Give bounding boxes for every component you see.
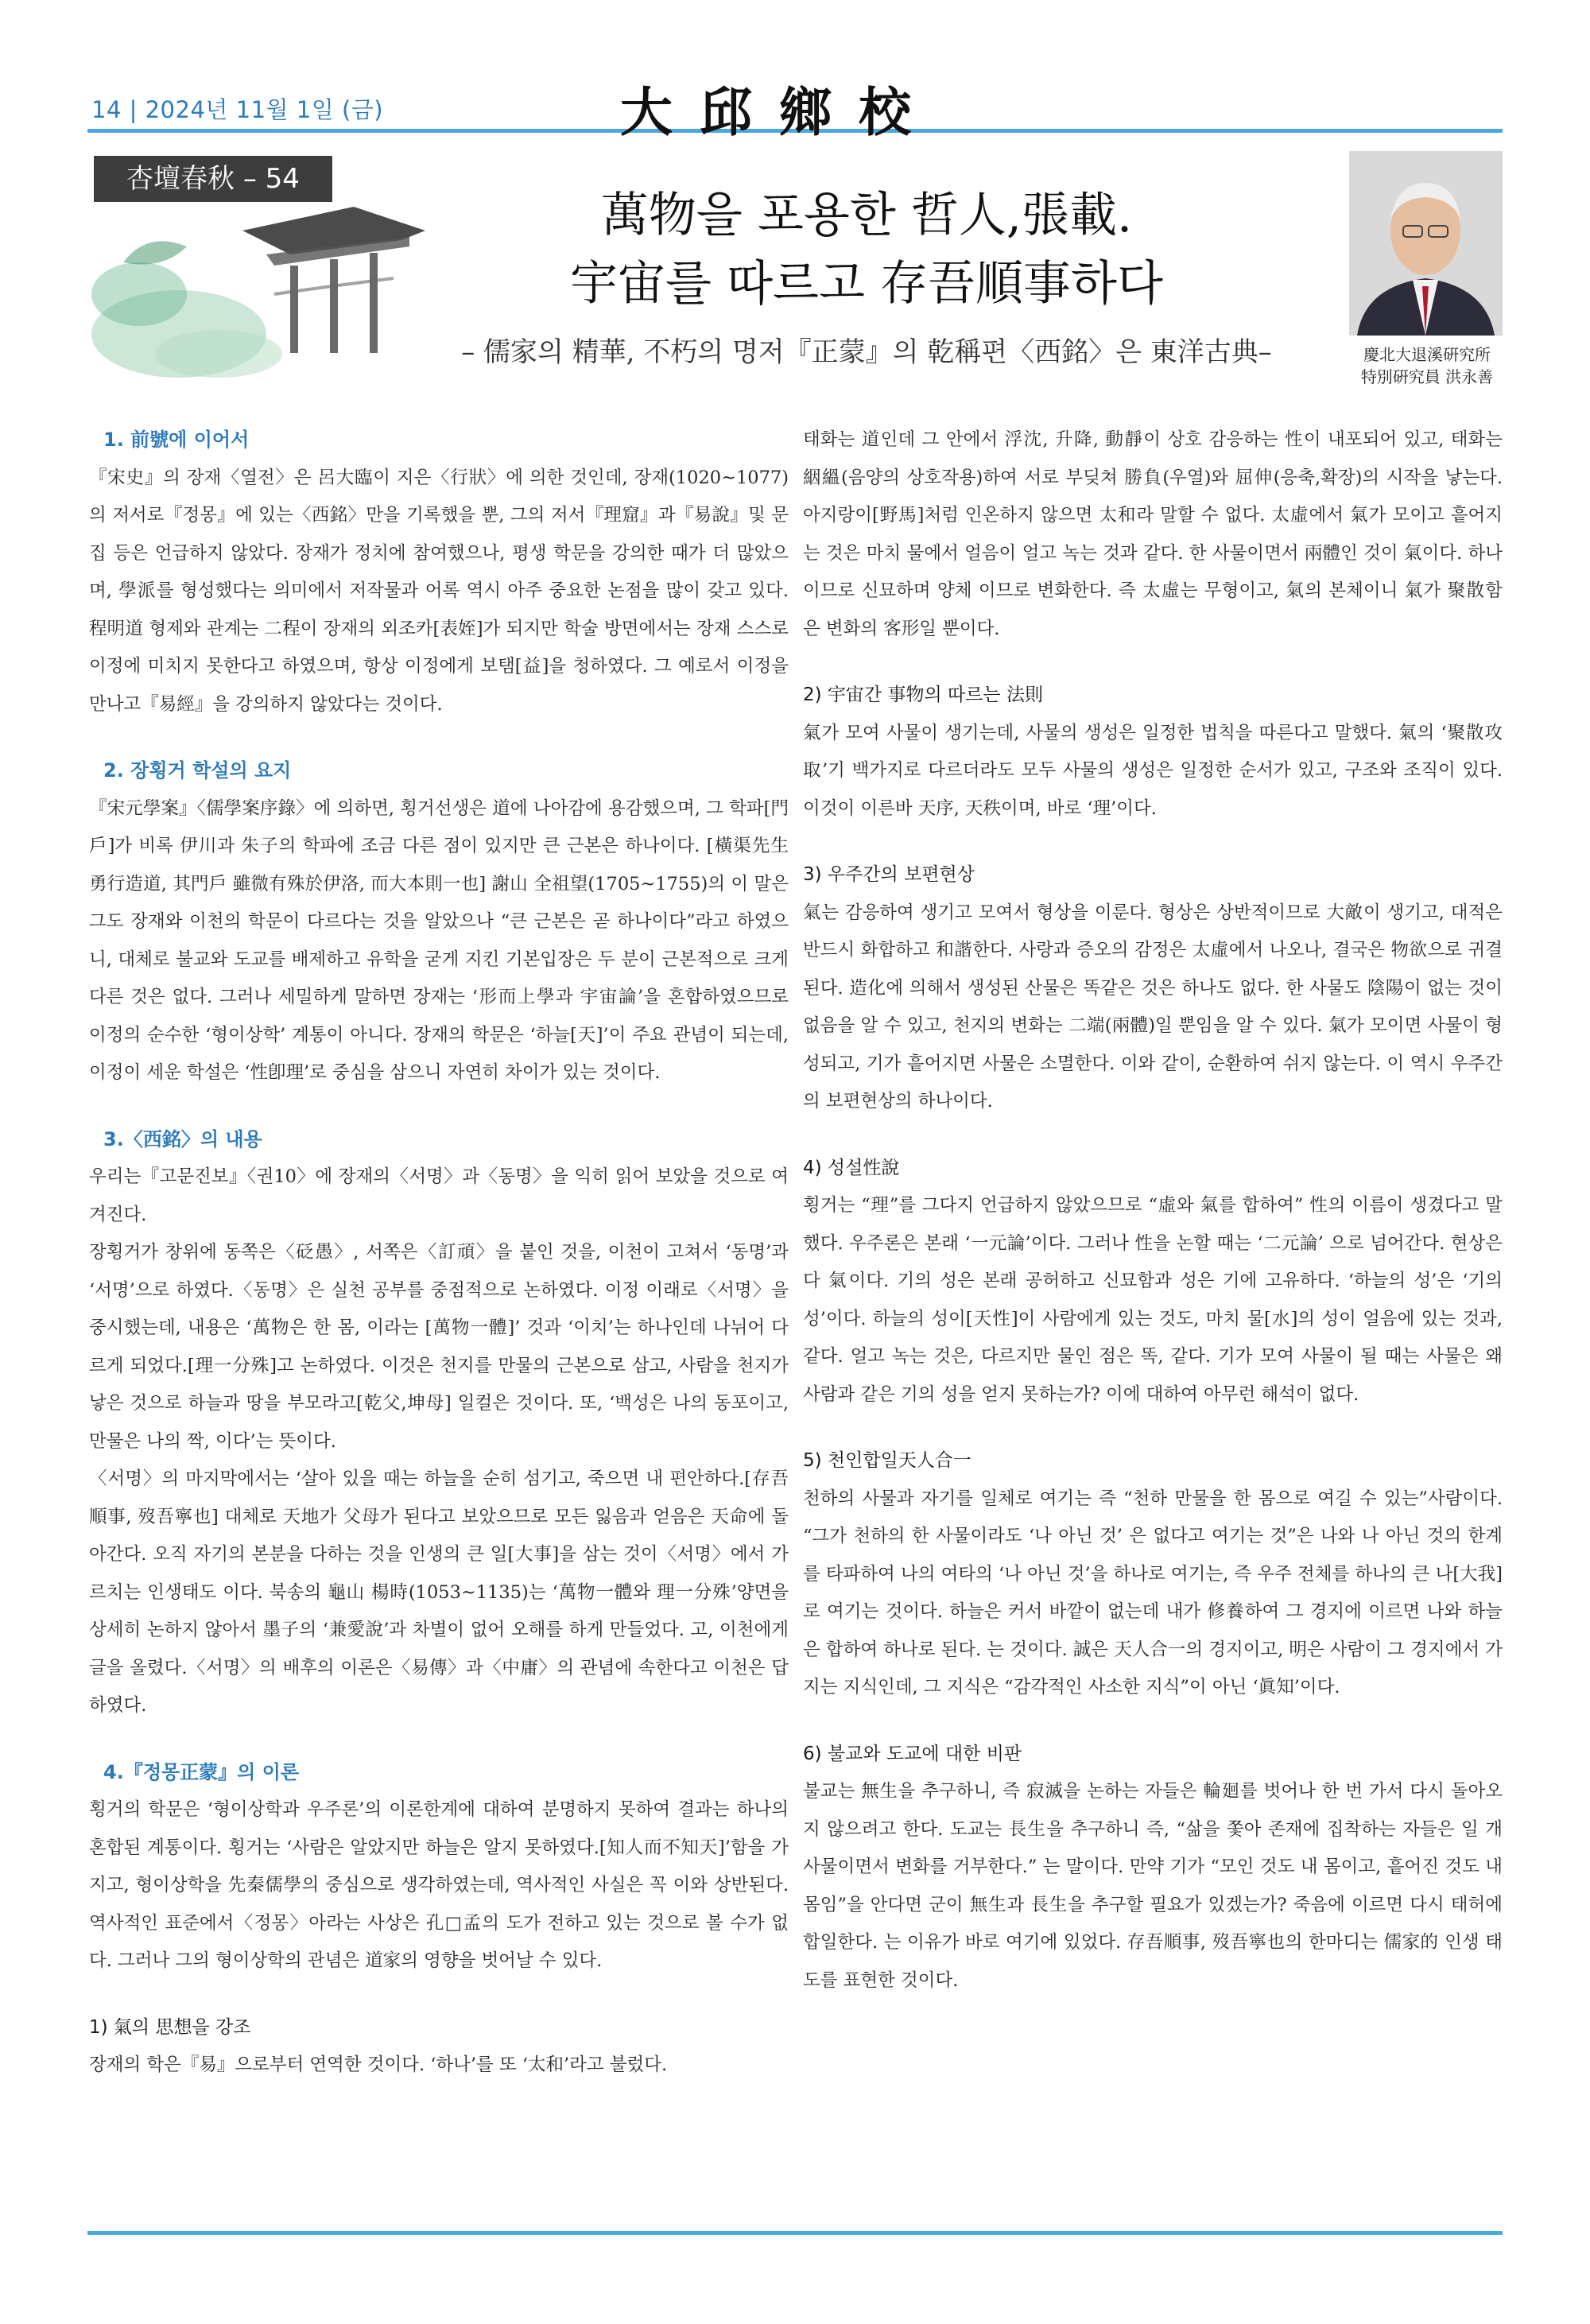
subsection-heading: 6) 불교와 도교에 대한 비판 xyxy=(803,1743,1022,1764)
section-heading: 1. 前號에 이어서 xyxy=(103,429,250,451)
section-heading: 3.〈西銘〉의 내용 xyxy=(103,1127,262,1150)
paragraph: 태화는 道인데 그 안에서 浮沈, 升降, 動靜이 상호 감응하는 性이 내포되어 있고, 태화는 絪縕(음양의 상호작용)하여 서로 부딪쳐 勝負(우열)와 屈伸(응축,확장)의 시작을 낳는다. 아지랑이[野馬]처럼 인온하지 않으면 太和라 말할 수 없다. 太虛에서 氣가 모이고 흩어지는 것은 마치 물에서 얼음이 얼고 녹는 것과 같다. 한 사물이면서 兩體인 것이 氣이다. 하나이므로 신묘하며 양체 이므로 변화한다. 즉 太虛는 무형이고, 氣의 본체이니 氣가 聚散함은 변화의 客形일 뿐이다. xyxy=(803,429,1503,639)
left-column xyxy=(89,421,789,2085)
paragraph: 氣가 모여 사물이 생기는데, 사물의 생성은 일정한 법칙을 따른다고 말했다. 氣의 ‘聚散攻取’기 백가지로 다르더라도 모두 사물의 생성은 일정한 순서가 있고, 구조와 조직이 있다. 이것이 이른바 天序, 天秩이며, 바로 ‘理’이다. xyxy=(803,722,1503,819)
author-portrait xyxy=(1349,151,1503,336)
headline xyxy=(445,181,1288,318)
section-heading: 4.『정몽正蒙』의 이론 xyxy=(103,1760,300,1783)
paragraph: 『宋元學案』〈儒學案序錄〉에 의하면, 횡거선생은 道에 나아감에 용감했으며, 그 학파[門戶]가 비록 伊川과 朱子의 학파에 조금 다른 점이 있지만 큰 근본은 하나이다. [橫渠先生 勇行造道, 其門戶 雖微有殊於伊洛, 而大本則一也] 謝山 全祖望(1705~1755)의 이 말은 그도 장재와 이천의 학문이 다르다는 것을 알았으나 “큰 근본은 곧 하나이다”라고 하였으니, 대체로 불교와 도교를 배제하고 유학을 굳게 지킨 기본입장은 두 분이 근본적으로 크게 다른 것은 없다. 그러나 세밀하게 말하면 장재는 ‘形而上學과 宇宙論’을 혼합하였으므로 이정의 순수한 ‘형이상학’ 계통이 아니다. 장재의 학문은 ‘하늘[天]’이 주요 관념이 되는데, 이정이 세운 학설은 ‘性卽理’로 중심을 삼으니 자연히 차이가 있는 것이다. xyxy=(89,797,789,1083)
masthead-title: 大邱鄉校 xyxy=(620,81,938,143)
series-tag: 杏壇春秋 – 54 xyxy=(94,156,332,202)
subsection-heading: 5) 천인합일天人合一 xyxy=(803,1450,971,1471)
paragraph: 〈서명〉의 마지막에서는 ‘살아 있을 때는 하늘을 순히 섬기고, 죽으면 내 편안하다.[存吾順事, 歿吾寧也] 대체로 天地가 父母가 된다고 보았으므로 모든 잃음과 얻음은 天命에 돌아간다. 오직 자기의 본분을 다하는 것을 인생의 큰 일[大事]을 삼는 것이〈서명〉에서 가르치는 인생태도 이다. 북송의 龜山 楊時(1053~1135)는 ‘萬物一體와 理一分殊’양면을 상세히 논하지 않아서 墨子의 ‘兼愛說’과 차별이 없어 오해를 하게 만들었다. 고, 이천에게 글을 올렸다.〈서명〉의 배후의 이론은〈易傳〉과〈中庸〉의 관념에 속한다고 이천은 답하였다. xyxy=(89,1469,789,1716)
paragraph: 천하의 사물과 자기를 일체로 여기는 즉 “천하 만물을 한 몸으로 여길 수 있는”사람이다. “그가 천하의 한 사물이라도 ‘나 아닌 것’ 은 없다고 여기는 것”은 나와 나 아닌 것의 한계를 타파하여 나의 여타의 ‘나 아닌 것’을 하나로 여기는, 즉 우주 전체를 하나의 큰 나[大我]로 여기는 것이다. 하늘은 커서 바깥이 없는데 내가 修養하여 그 경지에 이르면 나와 하늘은 합하여 하나로 된다. 는 것이다. 誠은 天人合一의 경지이고, 明은 사람이 그 경지에서 가지는 지식인데, 그 지식은 “감각적인 사소한 지식”이 아닌 ‘眞知’이다. xyxy=(803,1488,1503,1697)
right-column xyxy=(803,421,1503,2000)
paragraph: 장재의 학은『易』으로부터 연역한 것이다. ‘하나’를 또 ‘太和’라고 불렀다. xyxy=(89,2054,668,2075)
section-heading: 2. 장횡거 학설의 요지 xyxy=(103,759,292,782)
footer-rule xyxy=(87,2231,1503,2235)
subheadline: – 儒家의 精華, 不朽의 명저『正蒙』의 乾稱편〈西銘〉은 東洋古典– xyxy=(461,336,1272,368)
author-title: 特別硏究員 洪永善 xyxy=(1360,367,1494,386)
paragraph: 불교는 無生을 추구하니, 즉 寂滅을 논하는 자들은 輪廻를 벗어나 한 번 가서 다시 돌아오지 않으려고 한다. 도교는 長生을 추구하니 즉, “삶을 쫓아 존재에 집착하는 자들은 일 개 사물이면서 변화를 거부한다.” 는 말이다. 만약 기가 “모인 것도 내 몸이고, 흩어진 것도 내 몸임”을 안다면 군이 無生과 長生을 추구할 필요가 있겠는가? 죽음에 이르면 다시 태허에 합일한다. 는 이유가 바로 여기에 있었다. 存吾順事, 歿吾寧也의 한마디는 儒家的 인생 태도를 표현한 것이다. xyxy=(803,1781,1503,1991)
paragraph: 횡거의 학문은 ‘형이상학과 우주론’의 이론한계에 대하여 분명하지 못하여 결과는 하나의 혼합된 계통이다. 횡거는 ‘사람은 알았지만 하늘은 알지 못하였다.[知人而不知天]’함을 가지고, 형이상학을 先秦儒學의 중심으로 생각하였는데, 역사적인 사실은 꼭 이와 상반된다. 역사적인 표준에서〈정몽〉아라는 사상은 孔□孟의 도가 전하고 있는 것으로 볼 수가 없다. 그러나 그의 형이상학의 관념은 道家의 영향을 벗어날 수 있다. xyxy=(89,1799,789,1971)
subsection-heading: 1) 氣의 思想을 강조 xyxy=(89,2016,251,2038)
paragraph: 장횡거가 창위에 동쪽은〈砭愚〉, 서쪽은〈訂頑〉을 붙인 것을, 이천이 고쳐서 ‘동명’과 ‘서명’으로 하였다.〈동명〉은 실천 공부를 중점적으로 논하였다. 이정 이래로〈서명〉을 중시했는데, 내용은 ‘萬物은 한 몸, 이라는 [萬物一體]’ 것과 ‘이치’는 하나인데 나뉘어 다르게 되었다.[理一分殊]고 논하였다. 이것은 천지를 만물의 근본으로 삼고, 사람을 천지가 낳은 것으로 하늘과 땅을 부모라고[乾父,坤母] 일컬은 것이다. 또, ‘백성은 나의 동포이고, 만물은 나의 짝, 이다’는 뜻이다. xyxy=(89,1242,789,1452)
paragraph: 횡거는 “理”를 그다지 언급하지 않았으므로 “虛와 氣를 합하여” 性의 이름이 생겼다고 말 했다. 우주론은 본래 ‘一元論’이다. 그러나 性을 논할 때는 ‘二元論’ 으로 넘어간다. 현상은 다 氣이다. 기의 성은 본래 공허하고 신묘함과 성은 기에 고유하다. ‘하늘의 성’은 ‘기의 성’이다. 하늘의 성이[天性]이 사람에게 있는 것도, 마치 물[水]의 성이 얼음에 있는 것과, 같다. 얼고 녹는 것은, 다르지만 물인 점은 똑, 같다. 기가 모여 사물이 될 때는 사물은 왜 사람과 같은 기의 성을 얻지 못하는가? 이에 대하여 아무런 해석이 없다. xyxy=(803,1195,1503,1405)
author-caption xyxy=(1320,343,1534,388)
subsection-heading: 4) 성설性說 xyxy=(803,1157,900,1178)
paragraph: 氣는 감응하여 생기고 모여서 형상을 이룬다. 형상은 상반적이므로 大敵이 생기고, 대적은 반드시 화합하고 和諧한다. 사랑과 증오의 감정은 太虛에서 나오나, 결국은 物欲으로 귀결된다. 造化에 의해서 생성된 산물은 똑같은 것은 하나도 없다. 한 사물도 陰陽이 없는 것이 없음을 알 수 있고, 천지의 변화는 二端(兩體)일 뿐임을 알 수 있다. 氣가 모이면 사물이 형성되고, 기가 흩어지면 사물은 소멸한다. 이와 같이, 순환하여 쉬지 않는다. 이 역시 우주간의 보편현상의 하나이다. xyxy=(803,902,1503,1112)
ink-wash-pavilion-illustration xyxy=(91,199,425,390)
headline-line-1: 萬物을 포용한 哲人,張載. xyxy=(600,188,1133,243)
author-affiliation: 慶北大退溪硏究所 xyxy=(1363,345,1491,364)
subsection-heading: 3) 우주간의 보편현상 xyxy=(803,864,975,885)
paragraph: 『宋史』의 장재〈열전〉은 呂大臨이 지은〈行狀〉에 의한 것인데, 장재(1020~1077)의 저서로『정몽』에 있는〈西銘〉만을 기록했을 뿐, 그의 저서『理窟』과『易說』및 문집 등은 언급하지 않았다. 장재가 정치에 참여했으나, 평생 학문을 강의한 때가 더 많았으며, 學派를 형성했다는 의미에서 저작물과 어록 역시 아주 중요한 논점을 많이 갖고 있다. 程明道 형제와 관계는 二程이 장재의 외조카[表姪]가 되지만 학술 방면에서는 장재 스스로 이정에 미치지 못한다고 하였으며, 항상 이정에게 보탬[益]을 청하였다. 그 예로서 이정을 만나고『易經』을 강의하지 않았다는 것이다. xyxy=(89,467,789,715)
subsection-heading: 2) 宇宙간 事物의 따르는 法則 xyxy=(803,685,1043,705)
headline-line-2: 宇宙를 따르고 存吾順事하다 xyxy=(570,256,1163,312)
paragraph: 우리는『고문진보』〈권10〉에 장재의〈서명〉과〈동명〉을 익히 읽어 보았을 것으로 여겨진다. xyxy=(89,1166,789,1225)
issue-date: 14 | 2024년 11월 1일 (금) xyxy=(91,96,384,123)
